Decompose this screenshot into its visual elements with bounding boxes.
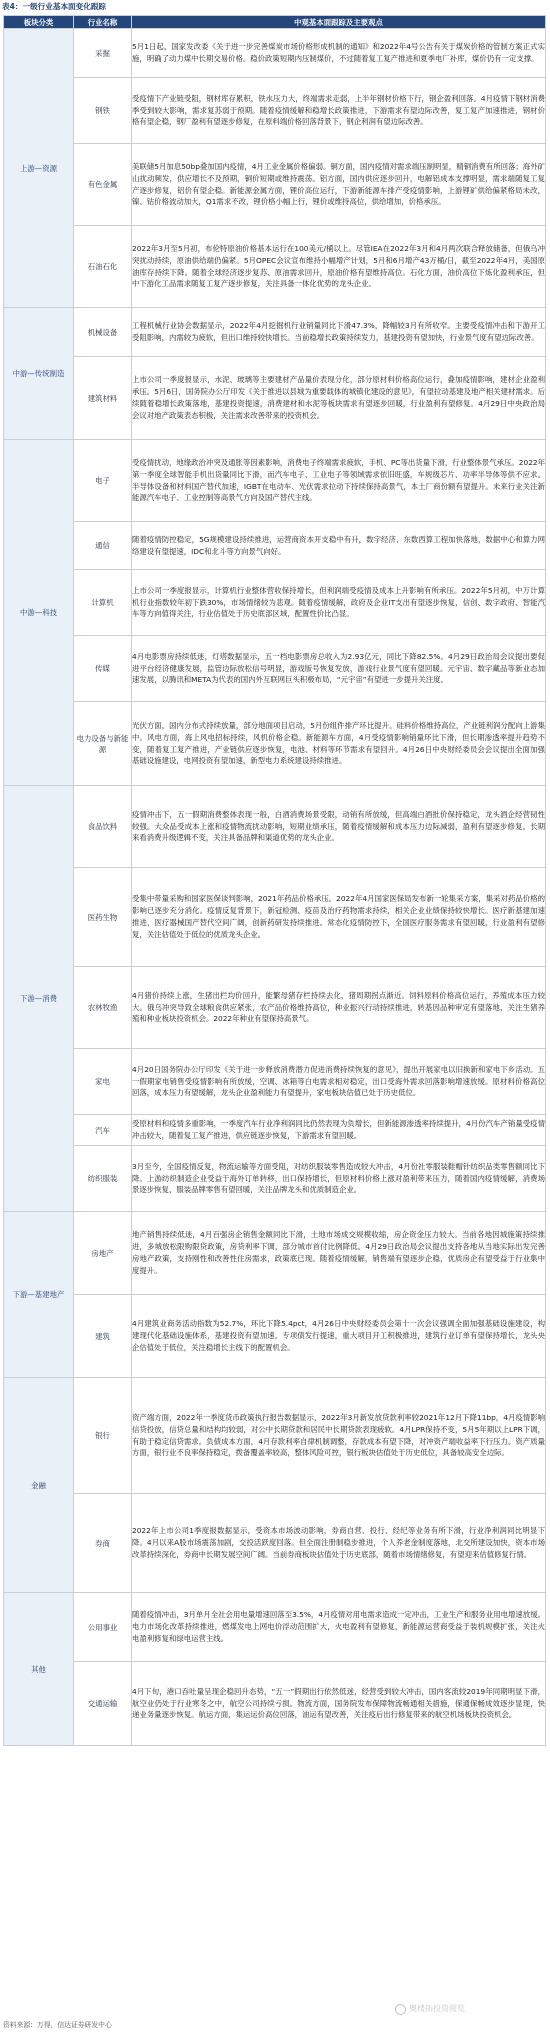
industry-cell: 石油石化	[74, 226, 132, 308]
observation-cell: 受原材料和疫情多重影响，一季度汽车行业净利润同比仍然表现为负增长，但新能源渗透率持续提升，4月份汽车产销量受疫情冲击较大，随着复工复产推进，供应链逐步恢复，下游需求有望回暖。	[132, 1115, 546, 1146]
observation-cell: 上市公司一季度报显示，水泥、玻璃等主要建材产品量价表现分化，部分原材料价格高位运行，叠加疫情影响，建材企业盈利承压。5月6日，国务院办公厅印发《关于推进以县城为重要载体的城镇化建设的意见》，有望拉动基建及地产相关建材需求。后续随着稳增长政策落地，基建投资提速，消费建材和水泥等板块需求有望逐步回暖，行业盈利有望修复。4月29日中央政治局会议对地产政策表态积极，关注需求改善带来的投资机会。	[132, 357, 546, 440]
header-observation: 中观基本面跟踪及主要观点	[132, 16, 546, 29]
observation-cell: 受疫情下产业链受阻，钢材库存累积，铁水压力大，终端需求走弱，上半年钢材价格下行，钢企盈利回落。4月疫情下钢材消费季受到较大影响，需求复苏弱于预期。随着疫情缓解和稳增长政策推进，下游需求有望边际改善，复工复产加速推进，钢材价格有望企稳，钢厂盈利有望逐步修复，在原料端价格回落背景下，钢企利润有望边际改善。	[132, 78, 546, 144]
industry-cell: 建筑材料	[74, 357, 132, 440]
source-note: 资料来源：万得，信达证券研发中心	[3, 2021, 112, 2029]
table-row	[4, 786, 546, 868]
table-row	[4, 1494, 546, 1593]
sector-cell: 金融	[4, 1378, 74, 1593]
industry-cell: 房地产	[74, 1212, 132, 1295]
observation-cell: 2022年上市公司1季度报数据显示，受资本市场波动影响，券商自营、投行、经纪等业务有所下滑，行业净利润同比明显下降。4月以来A股市场震荡加剧，交投活跃度回落。但全面注册制稳步推进，个人养老金制度落地，北交所建设加快，资本市场改革持续深化，券商中长期发展空间广阔。当前券商板块估值处于历史底部，随着市场情绪修复，有望迎来估值修复行情。	[132, 1494, 546, 1593]
observation-cell: 随着疫情冲击，3月单月全社会用电量增速回落至3.5%，4月疫情对用电需求造成一定冲击，工业生产和服务业用电增速放缓。电力市场化改革持续推进，燃煤发电上网电价浮动范围扩大，火电盈利有望修复，新能源运营商受益于装机规模扩张，关注火电盈利修复和绿电运营主线。	[132, 1593, 546, 1662]
table-row	[4, 440, 546, 522]
industry-tracking-table	[3, 15, 546, 1746]
table-row	[4, 308, 546, 357]
observation-cell: 受集中带量采购和国家医保谈判影响，2021年药品价格承压。2022年4月国家医保局发布新一轮集采方案，集采对药品价格的影响已逐步充分消化。疫情反复背景下，新冠检测、疫苗及治疗药物需求持续，相关企业业绩保持较快增长。医疗新基建加速推进，医疗器械国产替代空间广阔，创新药研发持续推进。常态化疫情防控下，全国医疗服务需求有望回暖，行业盈利有望修复，关注估值处于低位的优质龙头企业。	[132, 868, 546, 967]
table-row	[4, 1115, 546, 1146]
observation-cell: 随着疫情防控稳定，5G规模建设持续推进，运营商资本开支稳中有升，数字经济、东数西算工程加快落地，数据中心和算力网络建设有望提速，IDC和北斗等方向景气向好。	[132, 522, 546, 570]
industry-cell: 交通运输	[74, 1662, 132, 1746]
wechat-logo-icon	[395, 2004, 406, 2015]
industry-cell: 公用事业	[74, 1593, 132, 1662]
table-row	[4, 1378, 546, 1494]
industry-cell: 医药生物	[74, 868, 132, 967]
table-row	[4, 570, 546, 636]
sector-cell: 下游—消费	[4, 786, 74, 1212]
observation-cell: 4月电影票房持续低迷，灯塔数据显示，五一档电影票房总收入为2.93亿元，同比下降82.5%。4月29日政治局会议提出要促进平台经济健康发展，监管边际放松信号明显，游戏版号恢复发放，游戏行业景气度有望回暖。元宇宙、数字藏品等新业态加速发展，以腾讯和META为代表的国内外互联网巨头积极布局，“元宇宙”有望进一步提升关注度。	[132, 636, 546, 702]
sector-cell: 下游—基建地产	[4, 1212, 74, 1378]
table-row	[4, 636, 546, 702]
industry-cell: 家电	[74, 1049, 132, 1115]
observation-cell: 受疫情扰动，地缘政治冲突及通胀等因素影响，消费电子终端需求疲软，手机、PC等出货量下滑，行业整体景气承压。2022年第一季度全球智能手机出货量同比下滑，而汽车电子、工业电子等领域需求依旧旺盛，车规级芯片、功率半导体等供不应求。半导体设备和材料国产替代加速，IGBT在电动车、光伏需求拉动下持续保持高景气，本土厂商份额有望提升。未来行业关注新能源汽车电子、工业控制等高景气方向及国产替代主线。	[132, 440, 546, 522]
industry-cell: 传媒	[74, 636, 132, 702]
observation-cell: 4月猪价持续上涨，生猪出栏均价回升，能繁母猪存栏持续去化，猪周期拐点渐近。饲料原料价格高位运行，养殖成本压力较大。俄乌冲突导致全球粮食供应紧张，农产品价格维持高位，种业振兴行动持续推进，转基因品种审定有望落地，关注生猪养殖和种业板块投资机会。2022年种业有望保持高景气。	[132, 967, 546, 1049]
industry-cell: 农林牧渔	[74, 967, 132, 1049]
industry-cell: 机械设备	[74, 308, 132, 357]
sector-cell: 中游—科技	[4, 440, 74, 786]
observation-cell: 资产端方面，2022年一季度货币政策执行报告数据显示，2022年3月新发放贷款利率较2021年12月下降11bp，4月疫情影响信贷投放，信贷总量和结构均较弱，对公中长期贷款和居民中长期贷款表现疲软。4月LPR保持不变，5月5年期以上LPR下调，有助于稳定信贷需求。负债成本方面，4月存款利率自律机制调整，存款成本有望下降，对冲资产端收益率下行压力。资产质量方面，银行业不良率保持稳定，拨备覆盖率较高，整体风险可控，银行板块估值处于历史低位，具备较高安全边际。	[132, 1378, 546, 1494]
header-industry: 行业名称	[74, 16, 132, 29]
industry-cell: 建筑	[74, 1295, 132, 1378]
sector-cell: 其他	[4, 1593, 74, 1746]
table-row	[4, 357, 546, 440]
sector-cell: 中游—传统制造	[4, 308, 74, 440]
sector-cell: 上游—资源	[4, 29, 74, 308]
observation-cell: 上市公司一季度报显示，计算机行业整体营收保持增长，但利润端受疫情及成本上升影响有所承压。2022年5月初，中万计算机行业指数较年初下跌30%，市场情绪较为悲观。随着疫情缓解，政府及企业IT支出有望逐步恢复，信创、数字政府、智能汽车等方向值得关注，行业估值处于历史底部区域，配置性价比凸显。	[132, 570, 546, 636]
observation-cell: 2022年3月至5月初，布伦特原油价格基本运行在100美元/桶以上。尽管IEA在2022年3月和4月两次联合释放储备，但俄乌冲突扰动持续，原油供给端仍偏紧。5月OPEC会议宣布维持小幅增产计划，5月和6月增产43万桶/日，截至2022年4月，美国原油库存持续下降。随着全球经济逐步复苏、原油需求回升，原油价格有望维持高位。石化方面，油价高位下炼化盈利承压，但中下游化工品需求随复工复产逐步修复，关注具备一体化优势的龙头企业。	[132, 226, 546, 308]
observation-cell: 地产销售持续低迷，4月百强房企销售金额同比下滑，土地市场成交规模收缩，房企资金压力较大。当前各地因城施策持续推进，多城放松限购限贷政策，房贷利率下调，部分城市首付比例降低。4月29日政治局会议提出支持各地从当地实际出发完善房地产政策，支持刚性和改善性住房需求，政策底已现。随着疫情缓解，销售端有望逐步企稳，优质房企有望受益于行业集中度提升。	[132, 1212, 546, 1295]
table-caption: 表4：一级行业基本面变化跟踪	[2, 2, 107, 11]
table-row	[4, 967, 546, 1049]
table-body	[4, 29, 546, 1746]
industry-cell: 采掘	[74, 29, 132, 78]
observation-cell: 5月1日起，国家发改委《关于进一步完善煤炭市场价格形成机制的通知》和2022年4号公告有关于煤炭价格的管制方案正式实施，明确了动力煤中长期交易价格。稳价政策短期内压制煤价，不过随着复工复产推进和夏季电厂补库，煤价仍有一定支撑。	[132, 29, 546, 78]
industry-cell: 电力设备与新能源	[74, 702, 132, 786]
table-row	[4, 522, 546, 570]
watermark	[395, 2003, 465, 2015]
table-row	[4, 1295, 546, 1378]
industry-cell: 纺织服装	[74, 1146, 132, 1212]
table-row	[4, 702, 546, 786]
industry-cell: 电子	[74, 440, 132, 522]
observation-cell: 3月至今，全国疫情反复，物流运输等方面受阻，对纺织服装零售造成较大冲击，4月份社零服装鞋帽针纺织品类零售额同比下降。上游纺织制造企业受益于海外订单转移，出口保持增长，但原材料价格上涨对盈利带来压力，随着国内疫情缓解，消费场景逐步恢复，服装品牌零售有望回暖，关注品牌龙头和优质制造企业。	[132, 1146, 546, 1212]
table-row	[4, 1212, 546, 1295]
observation-cell: 4月建筑业商务活动指数为52.7%，环比下降5.4pct，4月26日中央财经委员会第十一次会议强调全面加强基础设施建设，构建现代化基础设施体系，基建投资有望加速。专项债发行提速，重大项目开工积极推进，建筑行业订单有望保持增长，龙头央企估值处于低位，关注稳增长主线下的配置机会。	[132, 1295, 546, 1378]
watermark-text: 奥楼拓投资阅览	[409, 2004, 465, 2013]
observation-cell: 工程机械行业协会数据显示，2022年4月挖掘机行业销量同比下滑47.3%，降幅较3月有所收窄。主要受疫情冲击和下游开工受阻影响，内需较为疲软，但出口维持较快增长。当前稳增长政策持续发力，基建投资有望加快，行业景气度有望边际改善。	[132, 308, 546, 357]
table-row	[4, 1049, 546, 1115]
observation-cell: 疫情冲击下，五一假期消费整体表现一般，白酒消费场景受限，动销有所放缓，但高端白酒批价保持稳定，龙头酒企经营韧性较强。大众品受成本上涨和疫情物流扰动影响，短期业绩承压，随着疫情缓解和成本压力边际减弱，盈利有望逐步修复。长期来看消费升级逻辑不变，关注具备品牌和渠道优势的龙头企业。	[132, 786, 546, 868]
industry-cell: 券商	[74, 1494, 132, 1593]
industry-cell: 银行	[74, 1378, 132, 1494]
observation-cell: 美联储5月加息50bp叠加国内疫情，4月工业金属价格偏弱。铜方面，国内疫情对需求端压制明显，精铜消费有所回落；海外矿山扰动频发，供应增长不及预期，铜价短期或维持震荡。铝方面，国内供应逐步回升，电解铝成本支撑明显，需求端随复工复产逐步修复，铝价有望企稳。新能源金属方面，锂价高位运行，下游新能源车排产受疫情影响，上游锂矿供给偏紧格局未改，镍、钴价格波动加大，Q1需求不改，锂价格小幅上行，锂价或维持高位，供给增加，价格承压。	[132, 144, 546, 226]
observation-cell: 4月20日国务院办公厅印发《关于进一步释放消费潜力促进消费持续恢复的意见》，提出开展家电以旧换新和家电下乡活动。五一假期家电销售受疫情影响有所放缓，空调、冰箱等白电需求相对稳定，出口受海外需求回落影响增速放缓。原材料价格高位回落，成本压力有望缓解，龙头企业盈利能力有望提升，家电板块估值已处于历史低位。	[132, 1049, 546, 1115]
table-row	[4, 1662, 546, 1746]
table-row	[4, 226, 546, 308]
industry-cell: 通信	[74, 522, 132, 570]
observation-cell: 光伏方面，国内分布式持续放量，部分地面项目启动，5月份组件排产环比提升。硅料价格维持高位，产业链利润分配向上游集中。风电方面，海上风电招标持续，风机价格企稳。新能源车方面，4月受疫情影响销量环比下滑，但长期渗透率提升趋势不变，随着复工复产推进，产业链供应逐步恢复，电池、材料等环节需求有望回升。4月26日中央财经委员会会议提出全面加强基础设施建设，电网投资有望加速，新型电力系统建设持续推进。	[132, 702, 546, 786]
industry-cell: 有色金属	[74, 144, 132, 226]
industry-cell: 汽车	[74, 1115, 132, 1146]
table-row	[4, 1146, 546, 1212]
table-row	[4, 1593, 546, 1662]
industry-cell: 食品饮料	[74, 786, 132, 868]
observation-cell: 4月下旬，港口吞吐量呈现企稳回升态势，“五一”假期出行依然低迷，经营受到较大冲击，国内客流较2019年同期明显下滑，航空业仍处于行业寒冬之中，航空公司持续亏损。物流方面，国务院发布保障物流畅通相关措施，保通保畅成效逐步显现，快递业务量逐步恢复。航运方面，集运运价高位回落，油运有望改善，关注疫后出行修复带来的航空机场板块投资机会。	[132, 1662, 546, 1746]
table-row	[4, 144, 546, 226]
table-header-row	[4, 16, 546, 29]
table-row	[4, 78, 546, 144]
table-row	[4, 29, 546, 78]
header-sector: 板块分类	[4, 16, 74, 29]
industry-cell: 计算机	[74, 570, 132, 636]
industry-cell: 钢铁	[74, 78, 132, 144]
table-row	[4, 868, 546, 967]
